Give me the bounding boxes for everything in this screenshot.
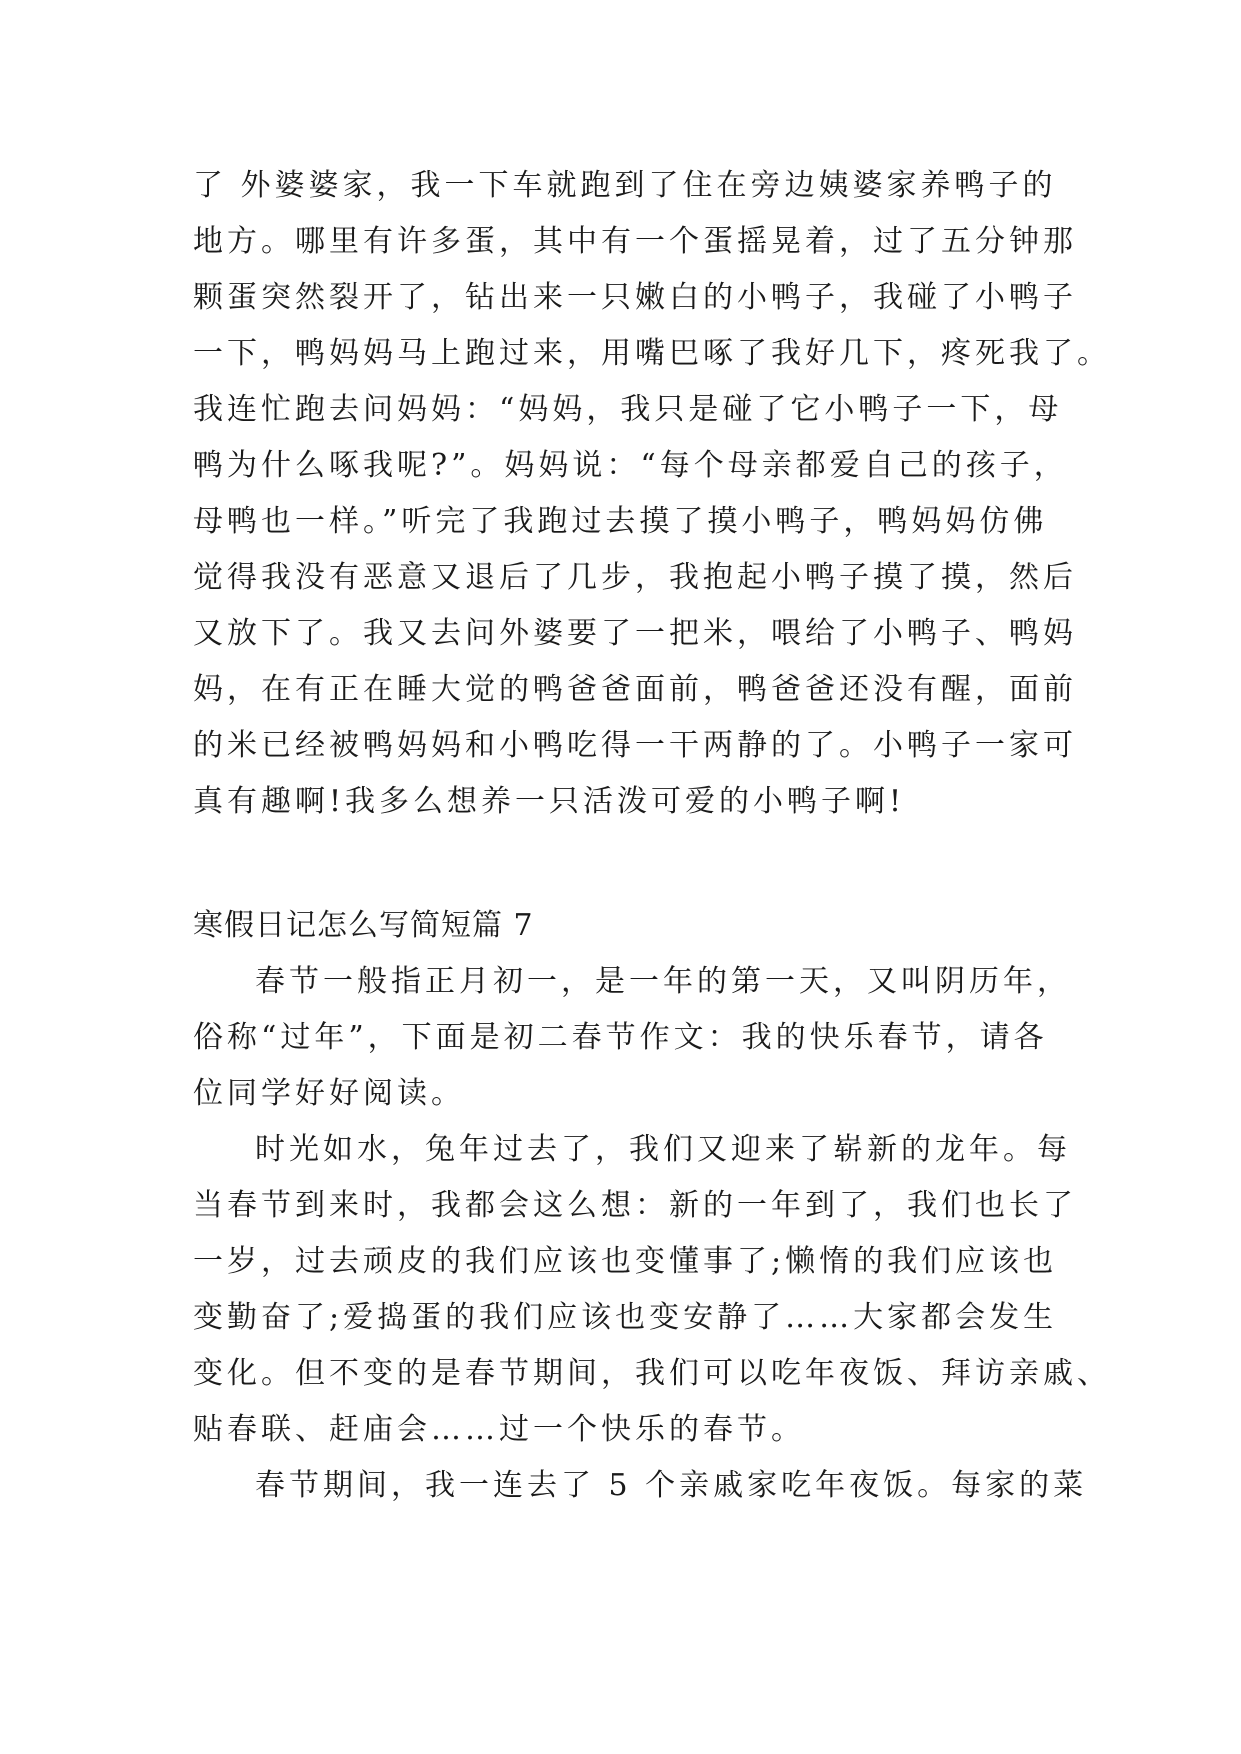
- text-line: 我连忙跑去问妈妈：“妈妈，我只是碰了它小鸭子一下，母: [193, 392, 1063, 427]
- text-line: 又放下了。我又去问外婆要了一把米，喂给了小鸭子、鸭妈: [193, 616, 1077, 651]
- text-line: 觉得我没有恶意又退后了几步，我抱起小鸭子摸了摸，然后: [193, 560, 1077, 595]
- text-line: 春节期间，我一连去了 5 个亲戚家吃年夜饭。每家的菜: [255, 1468, 1088, 1503]
- text-line: 当春节到来时，我都会这么想：新的一年到了，我们也长了: [193, 1188, 1077, 1223]
- text-line: 变化。但不变的是春节期间，我们可以吃年夜饭、拜访亲戚、: [193, 1356, 1111, 1391]
- text-line: 的米已经被鸭妈妈和小鸭吃得一干两静的了。小鸭子一家可: [193, 728, 1077, 763]
- text-line: 贴春联、赶庙会……过一个快乐的春节。: [193, 1412, 805, 1447]
- text-line: 时光如水，兔年过去了，我们又迎来了崭新的龙年。每: [255, 1132, 1071, 1167]
- text-line: 春节一般指正月初一，是一年的第一天，又叫阴历年，: [255, 964, 1071, 999]
- text-line: 一岁，过去顽皮的我们应该也变懂事了;懒惰的我们应该也: [193, 1244, 1058, 1279]
- text-line: 地方。哪里有许多蛋，其中有一个蛋摇晃着，过了五分钟那: [193, 224, 1077, 259]
- text-line: 了 外婆婆家，我一下车就跑到了住在旁边姨婆家养鸭子的: [193, 168, 1057, 203]
- text-line: 母鸭也一样。”听完了我跑过去摸了摸小鸭子，鸭妈妈仿佛: [193, 504, 1048, 539]
- section-title: 寒假日记怎么写简短篇 7: [193, 908, 534, 943]
- text-line: 位同学好好阅读。: [193, 1076, 465, 1111]
- text-line: 颗蛋突然裂开了，钻出来一只嫩白的小鸭子，我碰了小鸭子: [193, 280, 1077, 315]
- text-line: 妈，在有正在睡大觉的鸭爸爸面前，鸭爸爸还没有醒，面前: [193, 672, 1077, 707]
- text-line: 一下，鸭妈妈马上跑过来，用嘴巴啄了我好几下，疼死我了。: [193, 336, 1111, 371]
- text-line: 俗称“过年”，下面是初二春节作文：我的快乐春节，请各: [193, 1020, 1048, 1055]
- text-line: 变勤奋了;爱捣蛋的我们应该也变安静了……大家都会发生: [193, 1300, 1058, 1335]
- text-line: 鸭为什么啄我呢?”。妈妈说：“每个母亲都爱自己的孩子，: [193, 448, 1068, 483]
- text-line: 真有趣啊!我多么想养一只活泼可爱的小鸭子啊!: [193, 784, 906, 819]
